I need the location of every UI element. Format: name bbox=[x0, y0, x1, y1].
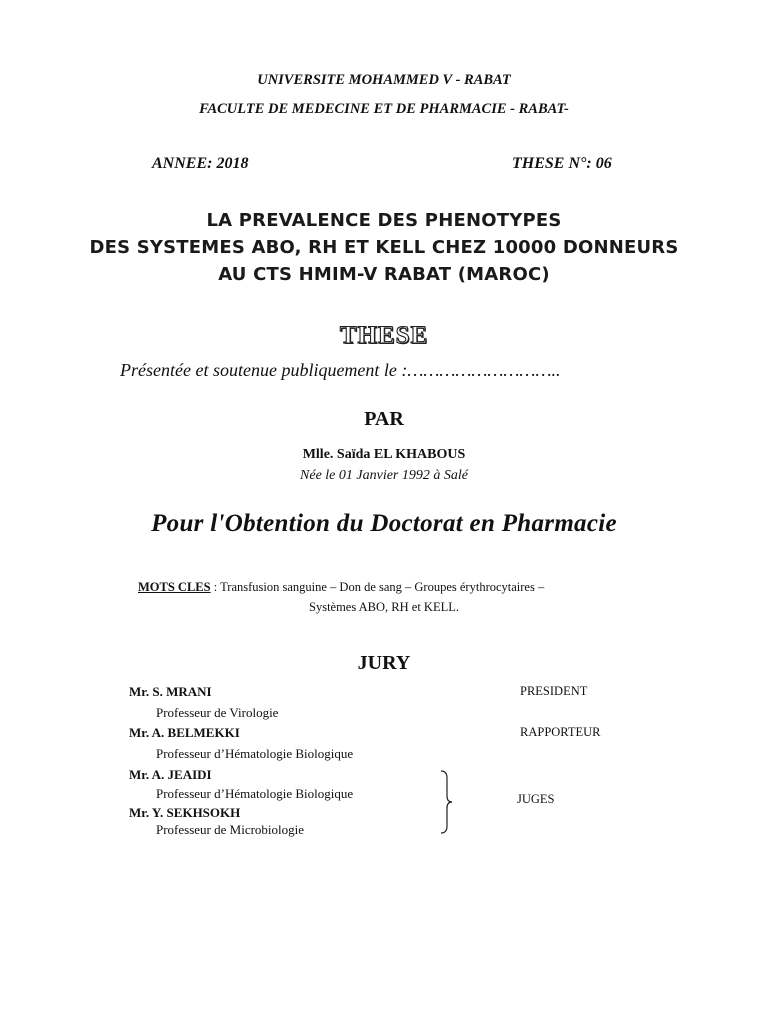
jury-member-name: Mr. A. BELMEKKI bbox=[129, 725, 240, 740]
thesis-label: THESE bbox=[339, 322, 429, 349]
jury-member-title: Professeur d’Hématologie Biologique bbox=[156, 786, 354, 801]
keywords-line-2: Systèmes ABO, RH et KELL. bbox=[309, 600, 459, 614]
jury-member-name: Mr. A. JEAIDI bbox=[129, 767, 212, 782]
university-name: UNIVERSITE MOHAMMED V - RABAT bbox=[257, 72, 511, 88]
jury-role-rapporteur: RAPPORTEUR bbox=[520, 725, 601, 739]
keywords-line-1 bbox=[138, 580, 544, 595]
jury-member-name: Mr. Y. SEKHSOKH bbox=[129, 805, 241, 820]
candidate-name bbox=[0, 447, 768, 463]
candidate-birth: Née le 01 Janvier 1992 à Salé bbox=[300, 468, 468, 483]
jury-role-president: PRESIDENT bbox=[520, 684, 588, 698]
candidate-surname: EL KHABOUS bbox=[373, 447, 466, 462]
keywords-label: MOTS CLES bbox=[138, 580, 211, 594]
degree-line: Pour l'Obtention du Doctorat en Pharmacie bbox=[151, 510, 617, 537]
academic-year: ANNEE: 2018 bbox=[152, 155, 249, 172]
thesis-title-line-1: LA PREVALENCE DES PHENOTYPES bbox=[206, 210, 562, 231]
jury-role-judges: JUGES bbox=[517, 792, 555, 806]
jury-member-title: Professeur de Virologie bbox=[156, 705, 279, 720]
jury-heading: JURY bbox=[357, 652, 411, 674]
thesis-title-line-2: DES SYSTEMES ABO, RH ET KELL CHEZ 10000 DONNEURS bbox=[89, 237, 679, 258]
thesis-title-line-3: AU CTS HMIM-V RABAT (MAROC) bbox=[218, 264, 550, 285]
faculty-name: FACULTE DE MEDECINE ET DE PHARMACIE - RABAT- bbox=[199, 101, 569, 117]
jury-member-name: Mr. S. MRANI bbox=[129, 684, 212, 699]
keywords-text-1: : Transfusion sanguine – Don de sang – Groupes érythrocytaires – bbox=[210, 580, 545, 594]
candidate-prefix: Mlle. Saïda bbox=[302, 447, 374, 462]
presentation-date-line: Présentée et soutenue publiquement le :……………………….. bbox=[120, 360, 561, 380]
by-label: PAR bbox=[364, 408, 404, 430]
thesis-number: THESE N°: 06 bbox=[512, 155, 612, 172]
jury-member-title: Professeur d’Hématologie Biologique bbox=[156, 746, 354, 761]
jury-member-title: Professeur de Microbiologie bbox=[156, 822, 305, 837]
right-brace-icon bbox=[438, 770, 454, 834]
